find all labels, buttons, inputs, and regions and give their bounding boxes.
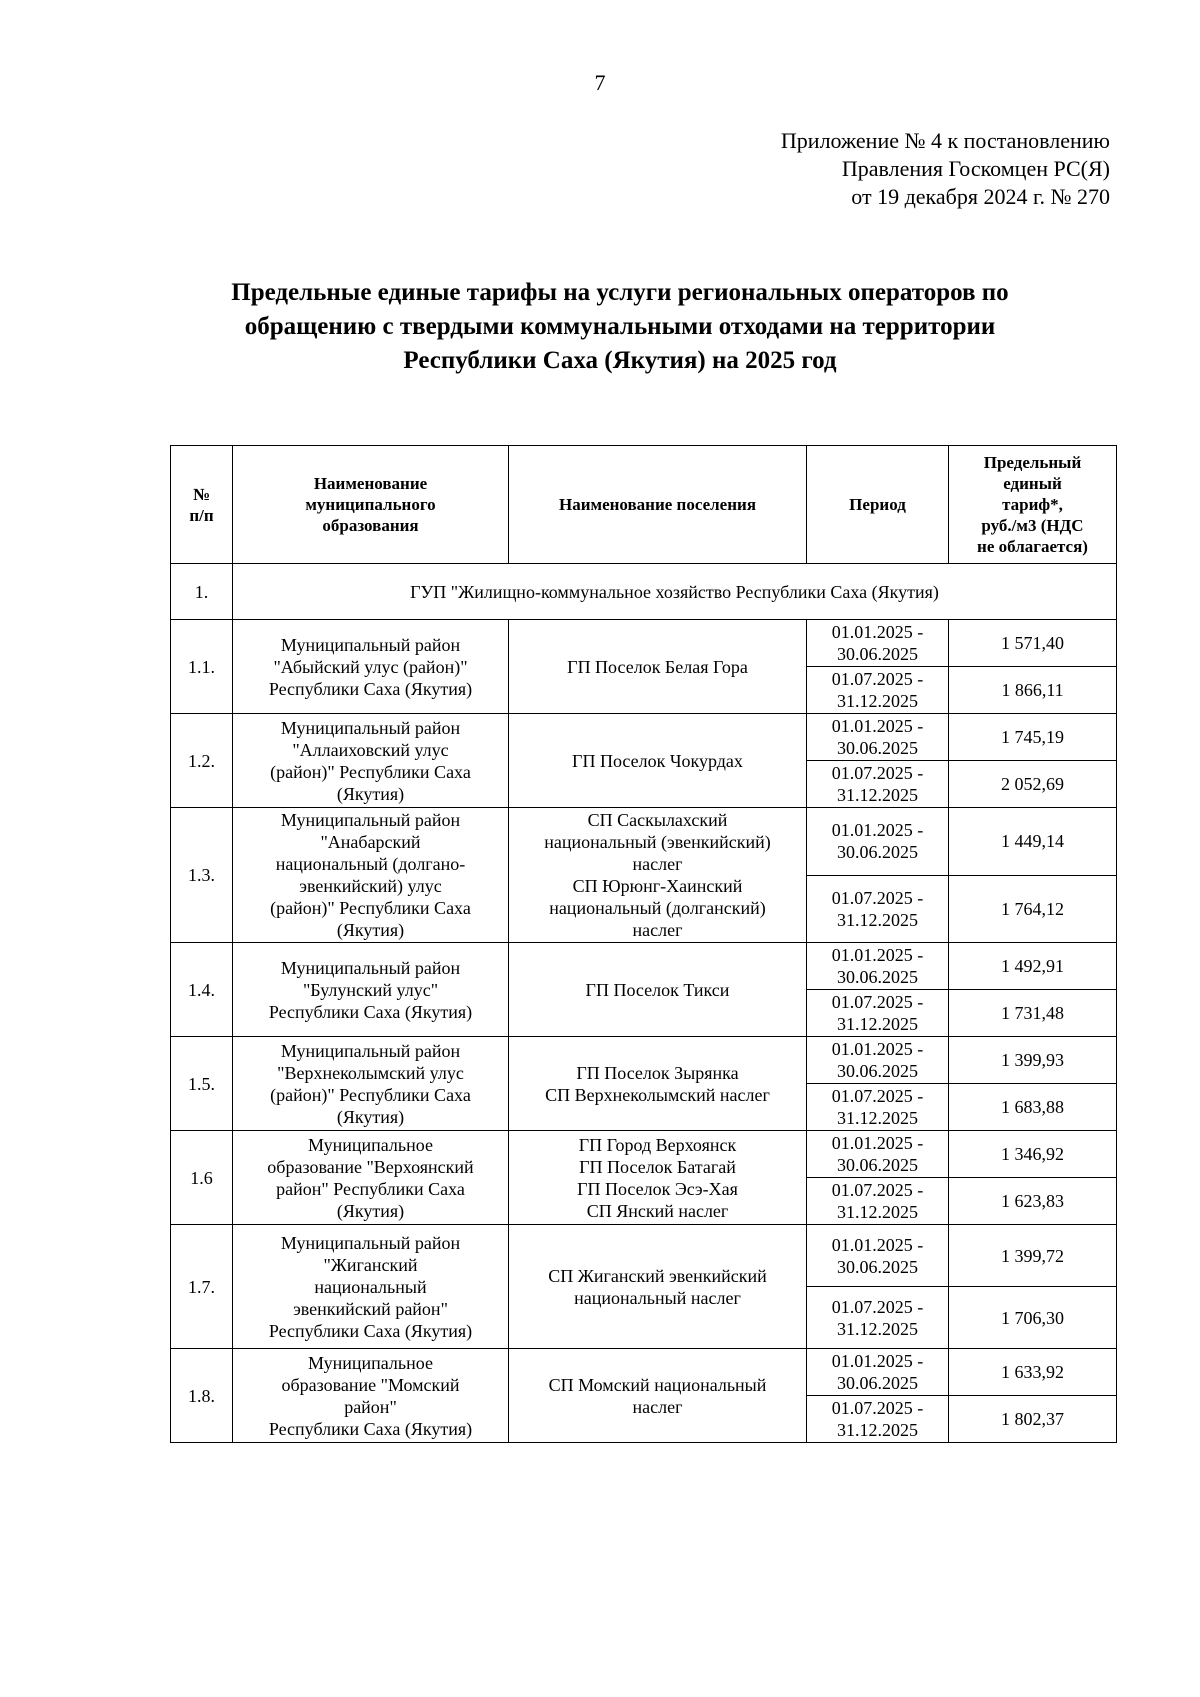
period-cell: 01.01.2025 - 30.06.2025	[807, 1349, 949, 1396]
tariff-cell: 1 866,11	[949, 667, 1117, 714]
table-row	[171, 714, 1117, 761]
period-cell: 01.01.2025 - 30.06.2025	[807, 1037, 949, 1084]
tariff-cell: 1 623,83	[949, 1178, 1117, 1225]
municipality-cell: Муниципальное образование "Момский район" Республики Саха (Якутия)	[233, 1349, 509, 1443]
title-line: Республики Саха (Якутия) на 2025 год	[403, 347, 837, 374]
row-num: 1.7.	[171, 1225, 233, 1349]
tariff-table	[170, 445, 1117, 1443]
settlement-cell: СП Саскылахский национальный (эвенкийский) наслег СП Юрюнг-Хаинский национальный (долганский) наслег	[509, 808, 807, 943]
tariff-cell: 1 399,93	[949, 1037, 1117, 1084]
table-row	[171, 1225, 1117, 1287]
period-cell: 01.01.2025 - 30.06.2025	[807, 714, 949, 761]
period-cell: 01.07.2025 - 31.12.2025	[807, 1178, 949, 1225]
settlement-cell: ГП Поселок Чокурдах	[509, 714, 807, 808]
table-row	[171, 620, 1117, 667]
row-num: 1.4.	[171, 943, 233, 1037]
period-cell: 01.01.2025 - 30.06.2025	[807, 808, 949, 876]
header-municipality: Наименование муниципального образования	[233, 446, 509, 564]
tariff-cell: 1 764,12	[949, 875, 1117, 943]
tariff-cell: 2 052,69	[949, 761, 1117, 808]
period-cell: 01.07.2025 - 31.12.2025	[807, 875, 949, 943]
tariff-cell: 1 633,92	[949, 1349, 1117, 1396]
row-num: 1.8.	[171, 1349, 233, 1443]
header-tariff: Предельный единый тариф*, руб./м3 (НДС не облагается)	[949, 446, 1117, 564]
period-cell: 01.01.2025 - 30.06.2025	[807, 1225, 949, 1287]
row-num: 1.1.	[171, 620, 233, 714]
title-line: обращению с твердыми коммунальными отходами на территории	[244, 313, 996, 340]
tariff-cell: 1 706,30	[949, 1287, 1117, 1349]
tariff-cell: 1 745,19	[949, 714, 1117, 761]
period-cell: 01.01.2025 - 30.06.2025	[807, 1131, 949, 1178]
tariff-cell: 1 802,37	[949, 1396, 1117, 1443]
period-cell: 01.01.2025 - 30.06.2025	[807, 620, 949, 667]
row-num: 1.6	[171, 1131, 233, 1225]
tariff-cell: 1 346,92	[949, 1131, 1117, 1178]
settlement-cell: ГП Поселок Зырянка СП Верхнеколымский наслег	[509, 1037, 807, 1131]
tariff-cell: 1 399,72	[949, 1225, 1117, 1287]
municipality-cell: Муниципальный район "Жиганский национальный эвенкийский район" Республики Саха (Якутия)	[233, 1225, 509, 1349]
tariff-cell: 1 492,91	[949, 943, 1117, 990]
page-number: 7	[594, 70, 606, 95]
settlement-cell: СП Жиганский эвенкийский национальный наслег	[509, 1225, 807, 1349]
header-settlement: Наименование поселения	[509, 446, 807, 564]
title-line: Предельные единые тарифы на услуги региональных операторов по	[231, 279, 1009, 306]
group-num: 1.	[171, 564, 233, 620]
row-num: 1.3.	[171, 808, 233, 943]
municipality-cell: Муниципальный район "Булунский улус" Республики Саха (Якутия)	[233, 943, 509, 1037]
header-period: Период	[807, 446, 949, 564]
group-row	[171, 564, 1117, 620]
period-cell: 01.07.2025 - 31.12.2025	[807, 990, 949, 1037]
appendix-line: Приложение № 4 к постановлению	[780, 128, 1110, 153]
appendix-reference	[781, 127, 1110, 211]
tariff-cell: 1 449,14	[949, 808, 1117, 876]
appendix-line: от 19 декабря 2024 г. № 270	[851, 184, 1110, 209]
table-row	[171, 1131, 1117, 1178]
period-cell: 01.07.2025 - 31.12.2025	[807, 667, 949, 714]
table-header-row	[171, 446, 1117, 564]
document-title	[150, 276, 1090, 378]
municipality-cell: Муниципальный район "Верхнеколымский улус (район)" Республики Саха (Якутия)	[233, 1037, 509, 1131]
tariff-cell: 1 571,40	[949, 620, 1117, 667]
municipality-cell: Муниципальное образование "Верхоянский район" Республики Саха (Якутия)	[233, 1131, 509, 1225]
table-row	[171, 808, 1117, 876]
settlement-cell: СП Момский национальный наслег	[509, 1349, 807, 1443]
municipality-cell: Муниципальный район "Анабарский национальный (долгано- эвенкийский) улус (район)" Республики Саха (Якутия)	[233, 808, 509, 943]
row-num: 1.2.	[171, 714, 233, 808]
appendix-line: Правления Госкомцен РС(Я)	[841, 156, 1110, 181]
tariff-cell: 1 731,48	[949, 990, 1117, 1037]
tariff-cell: 1 683,88	[949, 1084, 1117, 1131]
settlement-cell: ГП Город Верхоянск ГП Поселок Батагай ГП Поселок Эсэ-Хая СП Янский наслег	[509, 1131, 807, 1225]
table-row	[171, 1037, 1117, 1084]
settlement-cell: ГП Поселок Белая Гора	[509, 620, 807, 714]
table-row	[171, 943, 1117, 990]
period-cell: 01.07.2025 - 31.12.2025	[807, 1287, 949, 1349]
period-cell: 01.07.2025 - 31.12.2025	[807, 761, 949, 808]
municipality-cell: Муниципальный район "Аллаиховский улус (район)" Республики Саха (Якутия)	[233, 714, 509, 808]
municipality-cell: Муниципальный район "Абыйский улус (район)" Республики Саха (Якутия)	[233, 620, 509, 714]
table-row	[171, 1349, 1117, 1396]
period-cell: 01.01.2025 - 30.06.2025	[807, 943, 949, 990]
settlement-cell: ГП Поселок Тикси	[509, 943, 807, 1037]
period-cell: 01.07.2025 - 31.12.2025	[807, 1084, 949, 1131]
row-num: 1.5.	[171, 1037, 233, 1131]
period-cell: 01.07.2025 - 31.12.2025	[807, 1396, 949, 1443]
group-name: ГУП "Жилищно-коммунальное хозяйство Республики Саха (Якутия)	[233, 564, 1117, 620]
header-num: № п/п	[171, 446, 233, 564]
